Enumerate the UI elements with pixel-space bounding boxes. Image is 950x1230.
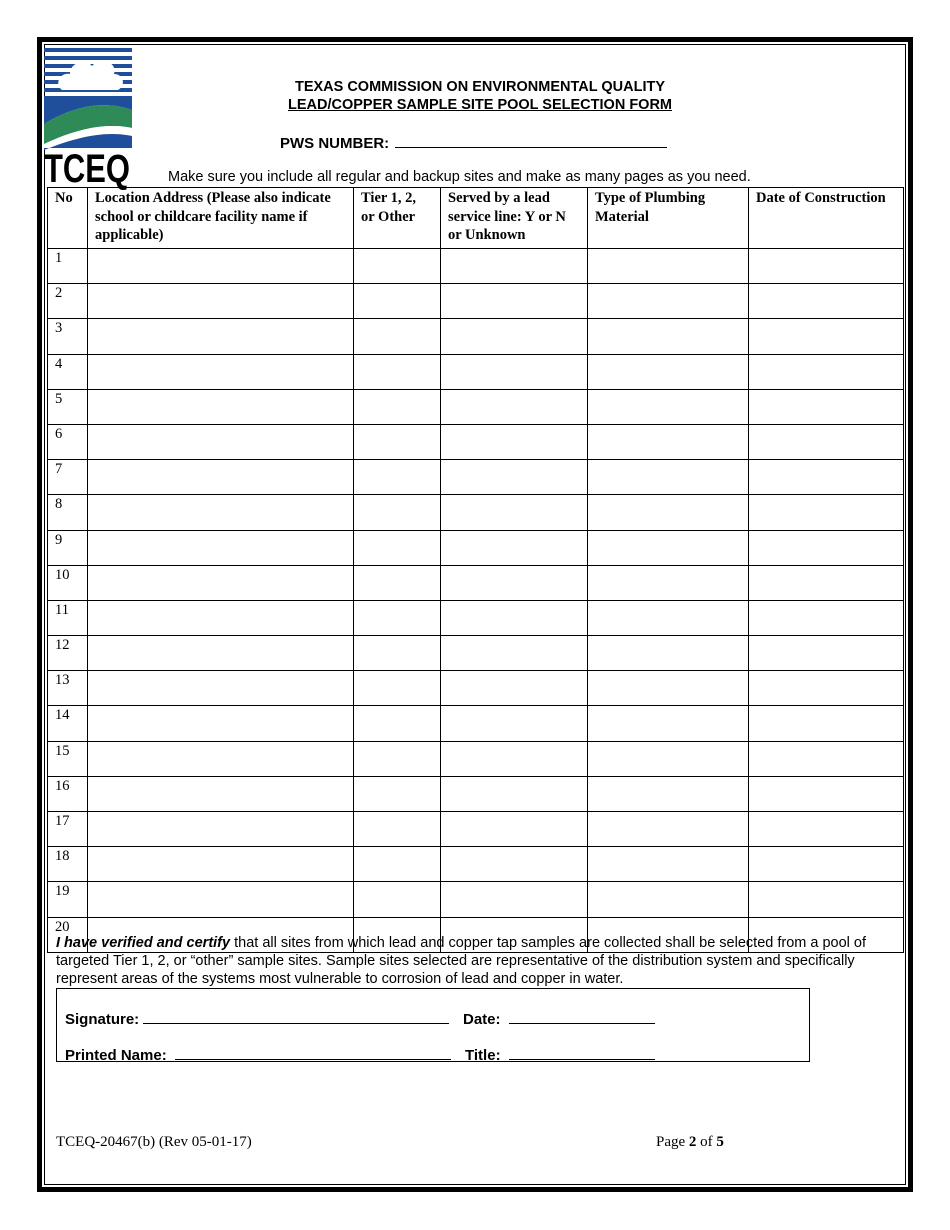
table-row: [48, 460, 904, 495]
table-row: [48, 530, 904, 565]
table-row: [48, 671, 904, 706]
tier-cell[interactable]: [354, 530, 441, 565]
lead-service-line-cell[interactable]: [441, 706, 588, 741]
plumbing-material-cell[interactable]: [588, 530, 749, 565]
location-address-cell[interactable]: [88, 636, 354, 671]
certification-statement: [56, 934, 898, 988]
location-address-cell[interactable]: [88, 495, 354, 530]
sample-site-table: [47, 187, 904, 953]
lead-service-line-cell[interactable]: [441, 354, 588, 389]
row-number: 4: [48, 354, 88, 389]
lead-service-line-cell[interactable]: [441, 284, 588, 319]
table-row: [48, 600, 904, 635]
plumbing-material-cell[interactable]: [588, 249, 749, 284]
plumbing-material-cell[interactable]: [588, 495, 749, 530]
date-construction-cell[interactable]: [749, 847, 904, 882]
date-construction-cell[interactable]: [749, 424, 904, 459]
lead-service-line-cell[interactable]: [441, 600, 588, 635]
row-number: 2: [48, 284, 88, 319]
plumbing-material-cell[interactable]: [588, 600, 749, 635]
date-construction-cell[interactable]: [749, 600, 904, 635]
table-row: [48, 636, 904, 671]
lead-service-line-cell[interactable]: [441, 776, 588, 811]
header-lead-service-line: Served by a lead service line: Y or N or Unknown: [441, 188, 588, 249]
lead-service-line-cell[interactable]: [441, 565, 588, 600]
date-construction-cell[interactable]: [749, 706, 904, 741]
date-construction-cell[interactable]: [749, 741, 904, 776]
agency-name: TEXAS COMMISSION ON ENVIRONMENTAL QUALITY: [294, 79, 666, 95]
date-construction-cell[interactable]: [749, 565, 904, 600]
plumbing-material-cell[interactable]: [588, 882, 749, 917]
date-label: Date:: [463, 1011, 501, 1028]
pws-number-label: PWS NUMBER:: [280, 135, 390, 152]
table-row: [48, 389, 904, 424]
tier-cell[interactable]: [354, 495, 441, 530]
header-location-address: Location Address (Please also indicate school or childcare facility name if applicable): [88, 188, 354, 249]
location-address-cell[interactable]: [88, 847, 354, 882]
row-number: 17: [48, 812, 88, 847]
plumbing-material-cell[interactable]: [588, 319, 749, 354]
lead-service-line-cell[interactable]: [441, 389, 588, 424]
plumbing-material-cell[interactable]: [588, 424, 749, 459]
location-address-cell[interactable]: [88, 249, 354, 284]
tier-cell[interactable]: [354, 776, 441, 811]
lead-service-line-cell[interactable]: [441, 882, 588, 917]
lead-service-line-cell[interactable]: [441, 530, 588, 565]
plumbing-material-cell[interactable]: [588, 354, 749, 389]
tier-cell[interactable]: [354, 741, 441, 776]
table-row: [48, 249, 904, 284]
page-total: 5: [716, 1134, 724, 1150]
date-construction-cell[interactable]: [749, 636, 904, 671]
plumbing-material-cell[interactable]: [588, 741, 749, 776]
row-number: 7: [48, 460, 88, 495]
row-number: 3: [48, 319, 88, 354]
location-address-cell[interactable]: [88, 565, 354, 600]
tier-cell[interactable]: [354, 706, 441, 741]
lead-service-line-cell[interactable]: [441, 741, 588, 776]
row-number: 15: [48, 741, 88, 776]
tier-cell[interactable]: [354, 424, 441, 459]
location-address-cell[interactable]: [88, 706, 354, 741]
row-number: 19: [48, 882, 88, 917]
tier-cell[interactable]: [354, 812, 441, 847]
lead-service-line-cell[interactable]: [441, 636, 588, 671]
printed-name-input[interactable]: [175, 1045, 451, 1060]
lead-service-line-cell[interactable]: [441, 671, 588, 706]
row-number: 11: [48, 600, 88, 635]
date-construction-cell[interactable]: [749, 319, 904, 354]
date-construction-cell[interactable]: [749, 389, 904, 424]
date-construction-cell[interactable]: [749, 882, 904, 917]
table-row: [48, 812, 904, 847]
tier-cell[interactable]: [354, 671, 441, 706]
form-id: TCEQ-20467(b) (Rev 05-01-17): [56, 1134, 252, 1150]
date-construction-cell[interactable]: [749, 460, 904, 495]
plumbing-material-cell[interactable]: [588, 671, 749, 706]
row-number: 5: [48, 389, 88, 424]
header-no: No: [48, 188, 88, 249]
table-row: [48, 776, 904, 811]
header-date-construction: Date of Construction: [749, 188, 904, 249]
row-number: 10: [48, 565, 88, 600]
form-title: LEAD/COPPER SAMPLE SITE POOL SELECTION FORM: [287, 97, 673, 113]
lead-service-line-cell[interactable]: [441, 812, 588, 847]
table-row: [48, 354, 904, 389]
row-number: 18: [48, 847, 88, 882]
table-row: [48, 424, 904, 459]
location-address-cell[interactable]: [88, 424, 354, 459]
tier-cell[interactable]: [354, 389, 441, 424]
tier-cell[interactable]: [354, 847, 441, 882]
plumbing-material-cell[interactable]: [588, 706, 749, 741]
tier-cell[interactable]: [354, 636, 441, 671]
row-number: 14: [48, 706, 88, 741]
plumbing-material-cell[interactable]: [588, 636, 749, 671]
lead-service-line-cell[interactable]: [441, 495, 588, 530]
table-row: [48, 741, 904, 776]
logo-text: TCEQ: [44, 147, 130, 191]
location-address-cell[interactable]: [88, 460, 354, 495]
table-row: [48, 319, 904, 354]
location-address-cell[interactable]: [88, 741, 354, 776]
table-row: [48, 284, 904, 319]
certification-lead: I have verified and certify: [56, 935, 231, 951]
tier-cell[interactable]: [354, 882, 441, 917]
tceq-logo: [44, 44, 132, 191]
certification-body: that all sites from which lead and copper tap samples are collected shall be selected from a pool of targeted Tier 1, 2, or “other” sample sites. Sample sites selected are representative of the distribution system and specifically represent areas of the systems most vulnerable to corrosion of lead and copper in water.: [56, 935, 867, 987]
location-address-cell[interactable]: [88, 600, 354, 635]
plumbing-material-cell[interactable]: [588, 460, 749, 495]
date-construction-cell[interactable]: [749, 495, 904, 530]
date-input[interactable]: [509, 1009, 655, 1024]
title-label: Title:: [465, 1047, 501, 1064]
location-address-cell[interactable]: [88, 354, 354, 389]
date-construction-cell[interactable]: [749, 776, 904, 811]
tier-cell[interactable]: [354, 319, 441, 354]
lead-service-line-cell[interactable]: [441, 847, 588, 882]
row-number: 6: [48, 424, 88, 459]
tier-cell[interactable]: [354, 284, 441, 319]
plumbing-material-cell[interactable]: [588, 565, 749, 600]
table-row: [48, 706, 904, 741]
date-construction-cell[interactable]: [749, 812, 904, 847]
printed-name-label: Printed Name:: [65, 1047, 167, 1064]
tier-cell[interactable]: [354, 460, 441, 495]
row-number: 20: [48, 917, 88, 952]
table-row: [48, 495, 904, 530]
signature-row: [65, 1009, 449, 1028]
location-address-cell[interactable]: [88, 671, 354, 706]
row-number: 1: [48, 249, 88, 284]
plumbing-material-cell[interactable]: [588, 776, 749, 811]
date-construction-cell[interactable]: [749, 284, 904, 319]
plumbing-material-cell[interactable]: [588, 389, 749, 424]
date-construction-cell[interactable]: [749, 249, 904, 284]
row-number: 9: [48, 530, 88, 565]
lead-service-line-cell[interactable]: [441, 424, 588, 459]
title-input[interactable]: [509, 1045, 655, 1060]
lead-service-line-cell[interactable]: [441, 319, 588, 354]
page-current: 2: [688, 1134, 697, 1150]
location-address-cell[interactable]: [88, 389, 354, 424]
title-row: [465, 1045, 655, 1064]
signature-box: [56, 988, 810, 1062]
tier-cell[interactable]: [354, 249, 441, 284]
instruction-text: Make sure you include all regular and backup sites and make as many pages as you need.: [168, 169, 751, 185]
table-row: [48, 565, 904, 600]
page-prefix: Page: [656, 1134, 689, 1150]
lead-service-line-cell[interactable]: [441, 249, 588, 284]
row-number: 16: [48, 776, 88, 811]
location-address-cell[interactable]: [88, 776, 354, 811]
location-address-cell[interactable]: [88, 284, 354, 319]
tier-cell[interactable]: [354, 565, 441, 600]
plumbing-material-cell[interactable]: [588, 847, 749, 882]
location-address-cell[interactable]: [88, 319, 354, 354]
date-construction-cell[interactable]: [749, 671, 904, 706]
pws-number-field: [280, 133, 667, 152]
table-row: [48, 847, 904, 882]
location-address-cell[interactable]: [88, 812, 354, 847]
date-row: [463, 1009, 655, 1028]
date-construction-cell[interactable]: [749, 530, 904, 565]
row-number: 12: [48, 636, 88, 671]
header-tier: Tier 1, 2, or Other: [354, 188, 441, 249]
location-address-cell[interactable]: [88, 882, 354, 917]
plumbing-material-cell[interactable]: [588, 812, 749, 847]
signature-input[interactable]: [143, 1009, 449, 1024]
date-construction-cell[interactable]: [749, 354, 904, 389]
table-row: [48, 882, 904, 917]
table-header-row: [48, 188, 904, 249]
row-number: 13: [48, 671, 88, 706]
signature-label: Signature:: [65, 1011, 140, 1028]
printed-name-row: [65, 1045, 451, 1064]
page-of: of: [696, 1134, 717, 1150]
header-plumbing-material: Type of Plumbing Material: [588, 188, 749, 249]
location-address-cell[interactable]: [88, 530, 354, 565]
pws-number-input[interactable]: [395, 133, 667, 148]
page-number: [656, 1134, 724, 1151]
plumbing-material-cell[interactable]: [588, 284, 749, 319]
tier-cell[interactable]: [354, 354, 441, 389]
lead-service-line-cell[interactable]: [441, 460, 588, 495]
row-number: 8: [48, 495, 88, 530]
tier-cell[interactable]: [354, 600, 441, 635]
